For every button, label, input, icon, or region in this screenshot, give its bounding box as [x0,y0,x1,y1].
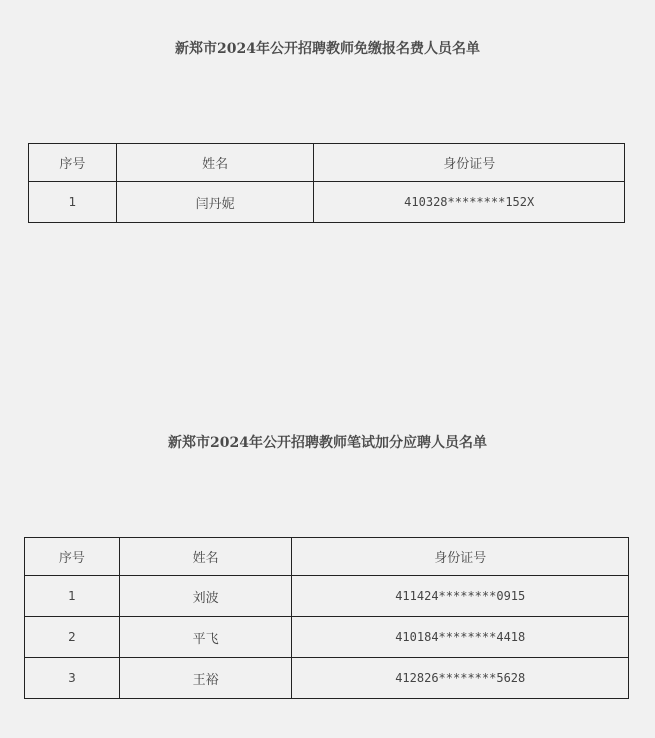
table-row [29,182,625,223]
fee-waiver-table [28,143,625,223]
serial-number-cell: 1 [25,576,120,617]
bonus-points-table [24,537,629,699]
serial-number-cell: 1 [29,182,117,223]
name-cell: 闫丹妮 [116,182,314,223]
name-cell: 平飞 [119,617,292,658]
header-id-number: 身份证号 [292,538,629,576]
header-name: 姓名 [116,144,314,182]
header-serial-number: 序号 [25,538,120,576]
serial-number-cell: 2 [25,617,120,658]
header-serial-number: 序号 [29,144,117,182]
table-row [25,576,629,617]
id-number-cell: 410328********152X [314,182,625,223]
id-number-cell: 412826********5628 [292,658,629,699]
id-number-cell: 410184********4418 [292,617,629,658]
id-number-cell: 411424********0915 [292,576,629,617]
serial-number-cell: 3 [25,658,120,699]
fee-waiver-list-title: 新郑市2024年公开招聘教师免缴报名费人员名单 [175,41,480,57]
table-row [25,617,629,658]
table-header-row [29,144,625,182]
table-header-row [25,538,629,576]
bonus-points-list-title: 新郑市2024年公开招聘教师笔试加分应聘人员名单 [168,435,487,451]
name-cell: 刘波 [119,576,292,617]
header-name: 姓名 [119,538,292,576]
name-cell: 王裕 [119,658,292,699]
table-row [25,658,629,699]
header-id-number: 身份证号 [314,144,625,182]
